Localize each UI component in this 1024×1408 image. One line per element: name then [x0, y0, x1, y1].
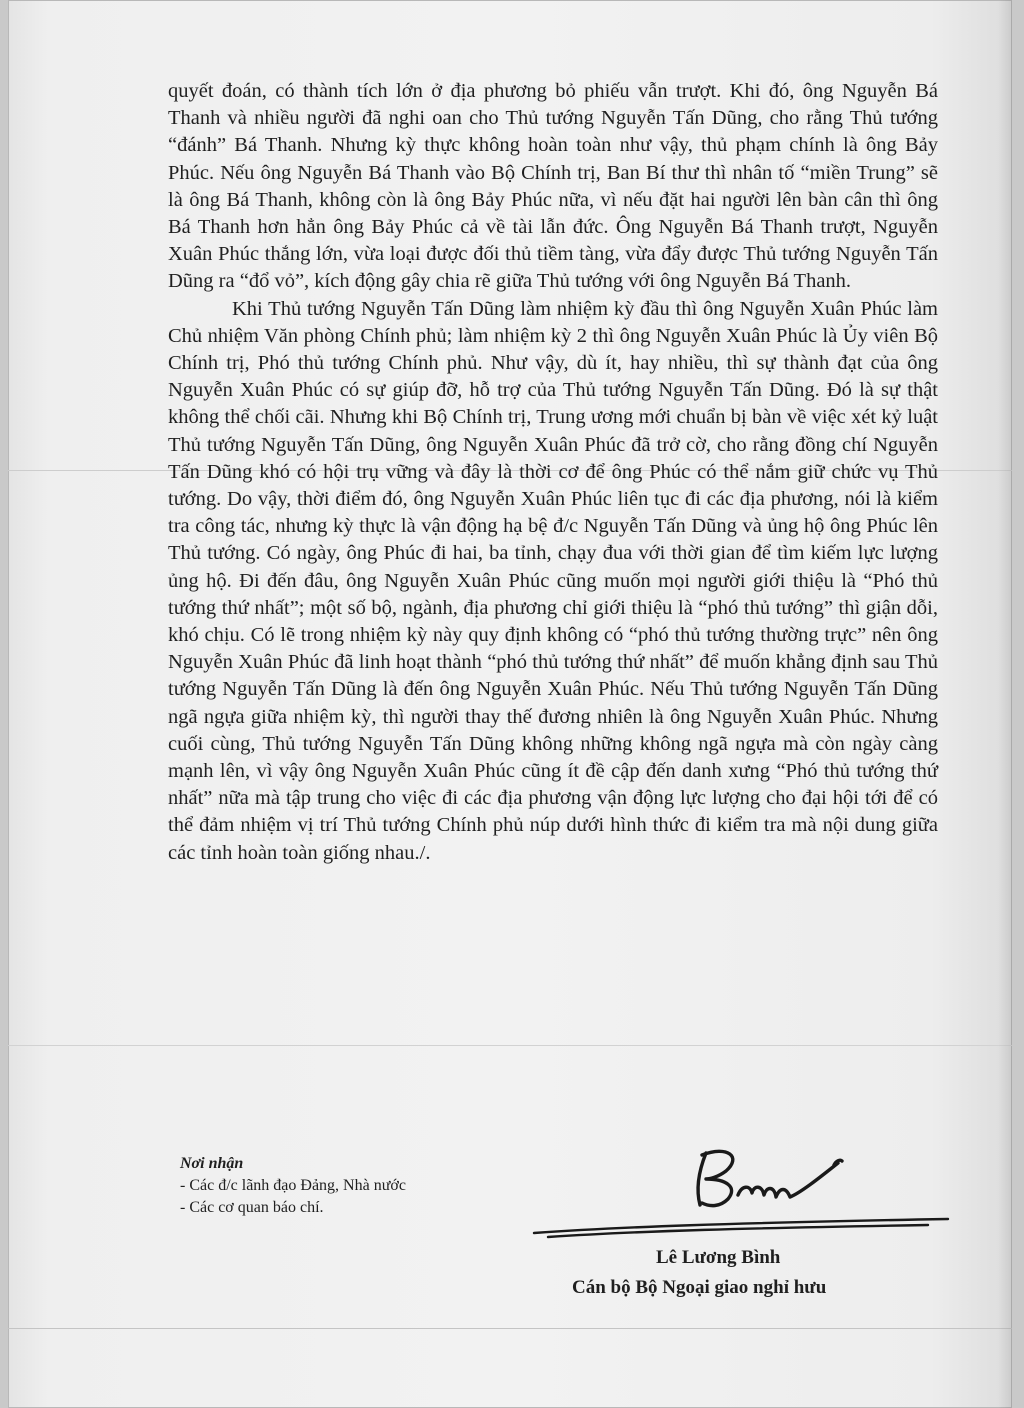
scan-edge-shadow — [998, 0, 1012, 1408]
signer-title: Cán bộ Bộ Ngoại giao nghỉ hưu — [572, 1277, 827, 1298]
recipient-item: - Các cơ quan báo chí. — [180, 1199, 324, 1216]
paragraph-2: Khi Thủ tướng Nguyễn Tấn Dũng làm nhiệm kỳ đầu thì ông Nguyễn Xuân Phúc làm Chủ nhiệm Văn phòng Chính phủ; làm nhiệm kỳ 2 thì ông Nguyễn Xuân Phúc là Ủy viên Bộ Chính trị, Phó thủ tướng Chính phủ. Như vậy, dù ít, hay nhiều, thì sự thành đạt của ông Nguyễn Xuân Phúc có sự giúp đỡ, hỗ trợ của Thủ tướng Nguyễn Tấn Dũng. Đó là sự thật không thể chối cãi. Nhưng khi Bộ Chính trị, Trung ương mới chuẩn bị bàn về việc xét kỷ luật Thủ tướng Nguyễn Tấn Dũng, ông Nguyễn Xuân Phúc đã trở cờ, cho rằng đồng chí Nguyễn Tấn Dũng khó có hội trụ vững và đây là thời cơ để ông Phúc có thể nắm giữ chức vụ Thủ tướng. Do vậy, thời điểm đó, ông Nguyễn Xuân Phúc liên tục đi các địa phương, nói là kiểm tra công tác, nhưng kỳ thực là vận động hạ bệ đ/c Nguyễn Tấn Dũng và ủng hộ ông Phúc lên Thủ tướng. Có ngày, ông Phúc đi hai, ba tỉnh, chạy đua với thời gian để tìm kiếm lực lượng ủng hộ. Đi đến đâu, ông Nguyễn Xuân Phúc cũng muốn mọi người giới thiệu là “Phó thủ tướng thứ nhất”; một số bộ, ngành, địa phương chỉ giới thiệu là “phó thủ tướng” thì giận dỗi, khó chịu. Có lẽ trong nhiệm kỳ này quy định không có “phó thủ tướng thường trực” nên ông Nguyễn Xuân Phúc đã linh hoạt thành “phó thủ tướng thứ nhất” để muốn khẳng định sau Thủ tướng Nguyễn Tấn Dũng là đến ông Nguyễn Xuân Phúc. Nếu Thủ tướng Nguyễn Tấn Dũng ngã ngựa giữa nhiệm kỳ, thì người thay thế đương nhiên là ông Nguyễn Xuân Phúc. Nhưng cuối cùng, Thủ tướng Nguyễn Tấn Dũng không những không ngã ngựa mà còn ngày càng mạnh lên, vì vậy ông Nguyễn Xuân Phúc cũng ít đề cập đến danh xưng “Phó thủ tướng thứ nhất” nữa mà tập trung cho việc đi các địa phương vận động lực lượng cho đại hội tới để có thể đảm nhiệm vị trí Thủ tướng Chính phủ núp dưới hình thức đi kiểm tra mà nội dung giữa các tỉnh hoàn toàn giống nhau./. — [168, 297, 938, 864]
handwritten-signature — [528, 1135, 968, 1245]
paper-fold-line — [8, 1328, 1012, 1329]
paper-fold-line — [8, 1045, 1012, 1046]
recipient-item: - Các đ/c lãnh đạo Đảng, Nhà nước — [180, 1177, 406, 1194]
document-page — [8, 0, 1012, 1408]
letter-body — [168, 78, 938, 867]
signature-block — [528, 1135, 968, 1315]
signer-name: Lê Lương Bình — [656, 1247, 781, 1268]
recipients-block — [180, 1153, 406, 1219]
recipients-heading: Nơi nhận — [180, 1155, 244, 1172]
paragraph-1: quyết đoán, có thành tích lớn ở địa phương bỏ phiếu vẫn trượt. Khi đó, ông Nguyễn Bá Thanh và nhiều người đã nghi oan cho Thủ tướng Nguyễn Tấn Dũng, cho rằng Thủ tướng “đánh” Bá Thanh. Nhưng kỳ thực không hoàn toàn như vậy, thủ phạm chính là ông Bảy Phúc. Nếu ông Nguyễn Bá Thanh vào Bộ Chính trị, Ban Bí thư thì nhân tố “miền Trung” sẽ là ông Bá Thanh, không còn là ông Bảy Phúc nữa, vì nếu đặt hai người lên bàn cân thì ông Bá Thanh hơn hẳn ông Bảy Phúc cả về tài lẫn đức. Ông Nguyễn Bá Thanh trượt, Nguyễn Xuân Phúc thắng lớn, vừa loại được đối thủ tiềm tàng, vừa đẩy được Thủ tướng Nguyễn Tấn Dũng ra “đổ vỏ”, kích động gây chia rẽ giữa Thủ tướng với ông Nguyễn Bá Thanh. — [168, 80, 938, 293]
